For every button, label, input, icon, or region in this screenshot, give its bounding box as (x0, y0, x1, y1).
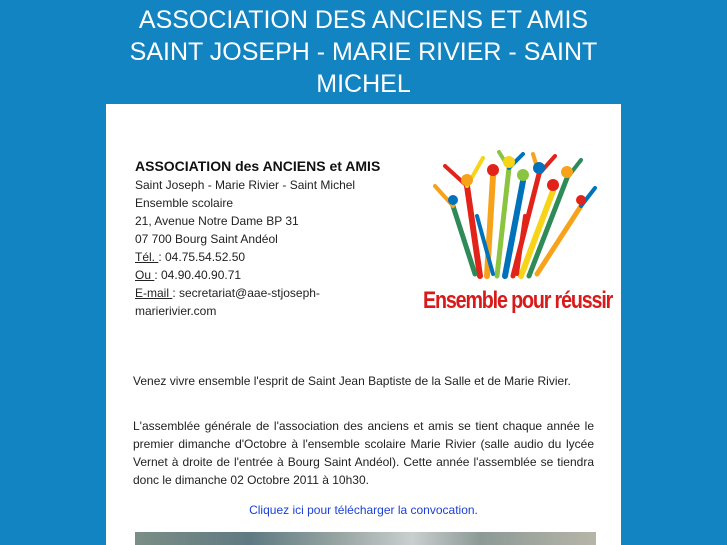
phone-value: : 04.75.54.52.50 (158, 250, 246, 264)
schools-line: Saint Joseph - Marie Rivier - Saint Michel (135, 178, 356, 192)
email-label: E-mail (135, 286, 173, 300)
email-value: : secretariat@aae-stjoseph-marierivier.com (135, 286, 320, 318)
organization-name: ASSOCIATION des ANCIENS et AMIS (135, 158, 381, 174)
download-convocation-link[interactable]: Cliquez ici pour télécharger la convocation. (249, 503, 478, 517)
logo-caption: Ensemble pour réussir (423, 287, 613, 314)
email-line (135, 284, 385, 320)
site-title: ASSOCIATION DES ANCIENS ET AMIS SAINT JOSEPH - MARIE RIVIER - SAINT MICHEL (129, 6, 598, 98)
building-photo (135, 532, 596, 545)
alt-phone-line (135, 266, 385, 284)
phone-line (135, 248, 385, 266)
street-address: 21, Avenue Notre Dame BP 31 (135, 214, 299, 228)
ensemble-line: Ensemble scolaire (135, 196, 234, 210)
ensemble-logo (405, 146, 613, 328)
content-panel (106, 104, 621, 545)
people-figures-icon (405, 146, 605, 286)
city-address: 07 700 Bourg Saint Andéol (135, 232, 278, 246)
assembly-paragraph: L'assemblée générale de l'association des anciens et amis se tient chaque année le premier dimanche d'Octobre à l'ensemble scolaire Marie Rivier (salle audio du lycée Vernet à droite de l'entrée à Bourg Saint Andéol). Cette année l'assemblée se tiendra donc le dimanche 02 Octobre 2011 à 10h30. (133, 419, 594, 487)
alt-phone-label: Ou (135, 268, 155, 282)
phone-label: Tél. (135, 250, 159, 264)
contact-block (135, 157, 385, 320)
alt-phone-value: : 04.90.40.90.71 (154, 268, 242, 282)
intro-paragraph: Venez vivre ensemble l'esprit de Saint Jean Baptiste de la Salle et de Marie Rivier. (133, 374, 571, 388)
